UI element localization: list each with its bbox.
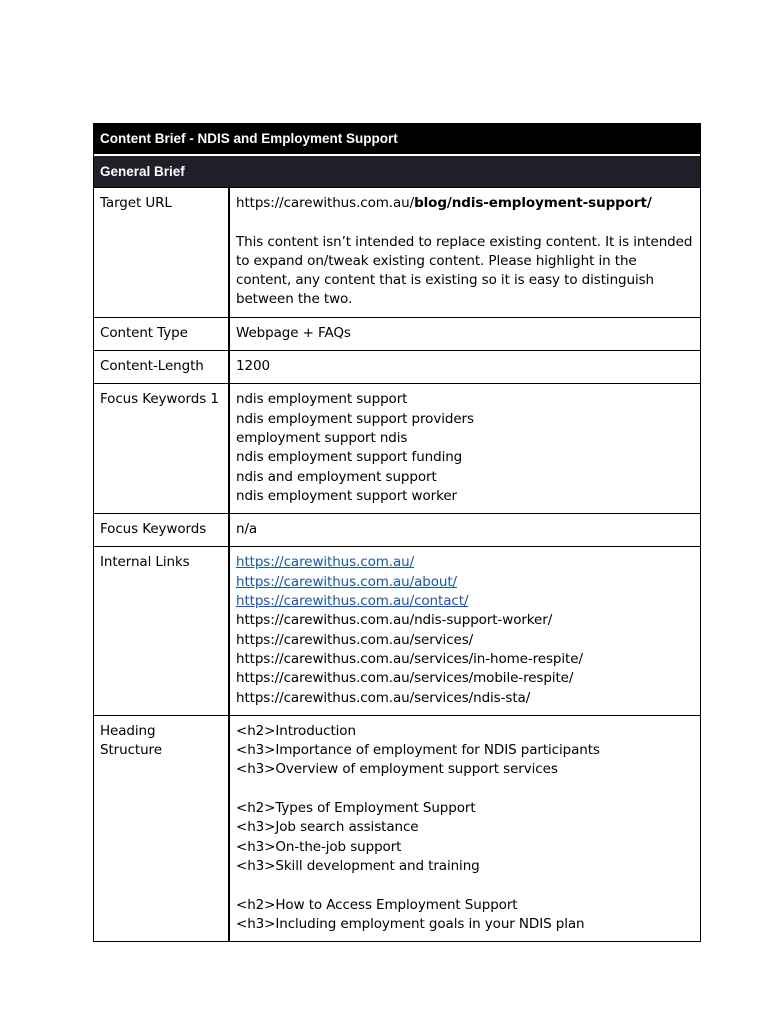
spacer [236,213,694,232]
heading-item: <h3>Overview of employment support services [236,761,558,778]
internal-link-text: https://carewithus.com.au/ndis-support-worker/ [236,612,553,629]
target-url-path: blog/ndis-employment-support/ [414,195,652,211]
heading-structure-label-line1: Heading [100,722,156,739]
keyword-item: ndis employment support providers [236,410,474,427]
content-length-label: Content-Length [94,351,230,383]
target-url-value [230,188,700,317]
spacer [236,780,694,799]
target-url-base: https://carewithus.com.au/ [236,195,415,211]
heading-item: <h2>Types of Employment Support [236,800,476,817]
keyword-item: ndis employment support funding [236,449,463,466]
keyword-item: employment support ndis [236,429,408,446]
row-heading-structure [94,715,700,941]
heading-structure-label-line2: Structure [100,742,162,759]
heading-item: <h3>On-the-job support [236,838,402,855]
internal-link-about[interactable]: https://carewithus.com.au/about/ [236,573,457,590]
focus-keywords-label: Focus Keywords [94,514,230,546]
section-heading-general-brief: General Brief [94,156,700,187]
content-type-label: Content Type [94,318,230,350]
content-brief-table [93,123,701,942]
focus-keywords-1-list [230,384,700,513]
internal-link-text: https://carewithus.com.au/services/in-home-respite/ [236,650,583,667]
keyword-item: ndis employment support worker [236,487,457,504]
row-target-url [94,187,700,317]
target-url-label: Target URL [94,188,230,317]
row-focus-keywords [94,513,700,546]
internal-link-contact[interactable]: https://carewithus.com.au/contact/ [236,593,469,610]
heading-item: <h3>Importance of employment for NDIS participants [236,742,600,759]
heading-item: <h3>Job search assistance [236,819,419,836]
row-focus-keywords-1 [94,383,700,513]
focus-keywords-value: n/a [236,521,258,538]
target-url [236,194,694,213]
row-content-length [94,350,700,383]
target-url-note: This content isn’t intended to replace existing content. It is intended to expand on/tweak existing content. Please highlight in the content, any content that is existing so it is easy to distinguish between the two. [236,233,693,308]
row-content-type [94,317,700,350]
keyword-item: ndis employment support [236,391,408,408]
keyword-item: ndis and employment support [236,468,437,485]
brief-rows [94,187,700,941]
heading-structure-list [230,716,700,941]
internal-link-text: https://carewithus.com.au/services/ndis-sta/ [236,689,531,706]
content-type-value: Webpage + FAQs [236,324,351,341]
internal-link-text: https://carewithus.com.au/services/mobile-respite/ [236,670,574,687]
spacer [236,876,694,895]
content-length-value: 1200 [236,358,270,375]
focus-keywords-1-label: Focus Keywords 1 [94,384,230,513]
heading-item: <h3>Skill development and training [236,857,480,874]
row-internal-links [94,546,700,714]
brief-title: Content Brief - NDIS and Employment Support [94,124,700,156]
heading-item: <h3>Including employment goals in your NDIS plan [236,915,585,932]
heading-item: <h2>Introduction [236,722,356,739]
internal-links-list [230,547,700,714]
heading-item: <h2>How to Access Employment Support [236,896,518,913]
heading-structure-label [94,716,230,941]
internal-link-text: https://carewithus.com.au/services/ [236,631,474,648]
internal-links-label: Internal Links [94,547,230,714]
internal-link-home[interactable]: https://carewithus.com.au/ [236,554,415,571]
